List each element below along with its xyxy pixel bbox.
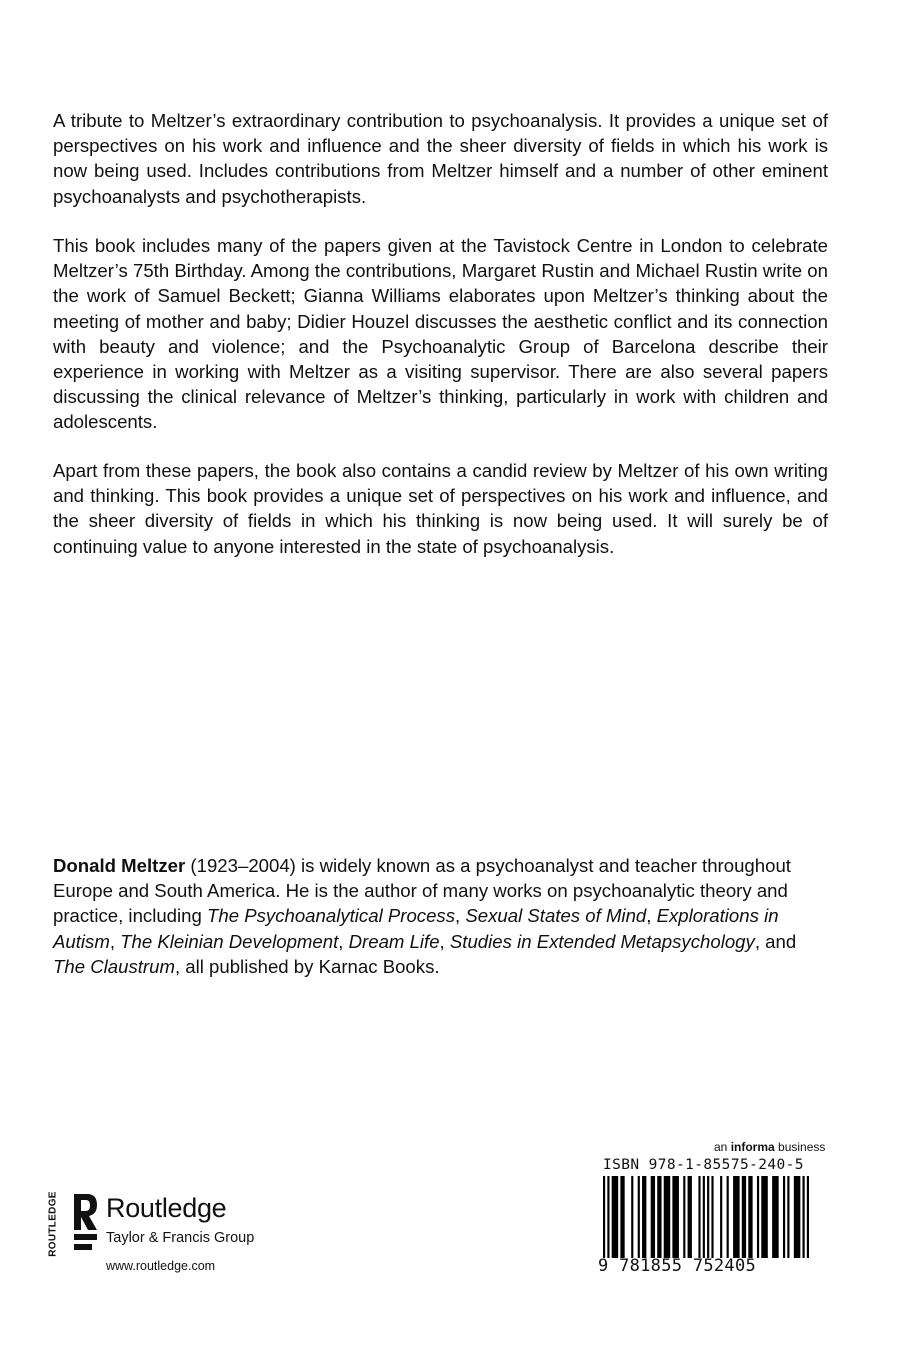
barcode-bar bbox=[802, 1176, 804, 1258]
informa-tagline: an informa business bbox=[714, 1140, 826, 1154]
barcode-bar bbox=[698, 1176, 700, 1258]
barcode-bar bbox=[772, 1176, 779, 1258]
publisher-name: Routledge bbox=[106, 1193, 227, 1223]
barcode-bar bbox=[607, 1176, 609, 1258]
barcode-bar bbox=[761, 1176, 768, 1258]
routledge-vertical-wordmark: ROUTLEDGE bbox=[47, 1191, 59, 1257]
barcode-bar bbox=[727, 1176, 729, 1258]
bio-intro: (1923–2004) is widely known as a psychoanalyst and teacher throughout Europe and South America. He is the author of many works on psychoanalytic theory and practice, including bbox=[53, 855, 791, 927]
barcode-bar bbox=[620, 1176, 624, 1258]
barcode-bar bbox=[642, 1176, 646, 1258]
author-bio: Donald Meltzer (1923–2004) is widely known as a psychoanalyst and teacher throughout Europe and South America. He is the author of many works on psychoanalytic theory and practice, including The Psychoanalytical Process, Sexual States of Mind, Explorations in Autism, The Kleinian Development, Dream Life, Studies in Extended Metapsychology, and The Claustrum, all published by Karnac Books. bbox=[53, 855, 797, 977]
barcode-bar bbox=[651, 1176, 655, 1258]
work-title: Sexual States of Mind bbox=[465, 905, 647, 927]
barcode-bar bbox=[638, 1176, 640, 1258]
barcode-bar bbox=[757, 1176, 759, 1258]
barcode-bar bbox=[711, 1176, 713, 1258]
work-title: Dream Life bbox=[348, 930, 440, 952]
barcode-bar bbox=[657, 1176, 661, 1258]
blurb-paragraph-3: Apart from these papers, the book also contains a candid review by Meltzer of his own writing and thinking. This book provides a unique set of perspectives on his work and influence, and the sheer diversity of fields in which his thinking is now being used. It will surely be of continuing value to anyone interested in the state of psychoanalysis. bbox=[53, 460, 828, 557]
barcode-bar bbox=[631, 1176, 633, 1258]
barcode-digits: 9 781855 752405 bbox=[598, 1256, 757, 1276]
work-title: Explorations in Autism bbox=[53, 905, 779, 952]
publisher-group: Taylor & Francis Group bbox=[106, 1230, 255, 1246]
blurb-paragraph-2: This book includes many of the papers given at the Tavistock Centre in London to celebrate Meltzer’s 75th Birthday. Among the contributions, Margaret Rustin and Michael Rustin write on the work of Samuel Beckett; Gianna Williams elaborates upon Meltzer’s thinking about the meeting of mother and baby; Didier Houzel discusses the aesthetic conflict and its connection with beauty and violence; and the Psychoanalytic Group of Barcelona describe their experience in working with Meltzer as a visiting supervisor. There are also several papers discussing the clinical relevance of Meltzer’s thinking, particularly in work with children and adolescents. bbox=[53, 235, 828, 433]
barcode-bar bbox=[672, 1176, 679, 1258]
work-title: The Kleinian Development bbox=[120, 930, 339, 952]
work-title: The Psychoanalytical Process bbox=[207, 905, 456, 927]
barcode-bar bbox=[807, 1176, 809, 1258]
author-name: Donald Meltzer bbox=[53, 855, 186, 876]
barcode-bar bbox=[733, 1176, 740, 1258]
barcode-bar bbox=[683, 1176, 685, 1258]
barcode-bar bbox=[664, 1176, 671, 1258]
barcode-bar bbox=[720, 1176, 722, 1258]
barcode-bar bbox=[783, 1176, 785, 1258]
barcode-bar bbox=[707, 1176, 709, 1258]
work-title: The Claustrum bbox=[53, 955, 175, 977]
barcode-bar bbox=[603, 1176, 605, 1258]
barcode-bar bbox=[794, 1176, 801, 1258]
publisher-url[interactable]: www.routledge.com bbox=[106, 1259, 216, 1273]
barcode-bar bbox=[748, 1176, 752, 1258]
barcode-bar bbox=[787, 1176, 789, 1258]
routledge-logo-icon bbox=[70, 1190, 100, 1256]
work-title: Studies in Extended Metapsychology bbox=[449, 930, 755, 952]
barcode-bar bbox=[742, 1176, 746, 1258]
blurb-paragraph-1: A tribute to Meltzer’s extraordinary contribution to psychoanalysis. It provides a unique set of perspectives on his work and influence and the sheer diversity of fields in which his work is now being used. Includes contributions from Meltzer himself and a number of other eminent psychoanalysts and psychotherapists. bbox=[53, 110, 828, 207]
barcode-bar bbox=[688, 1176, 692, 1258]
isbn-number: ISBN 978-1-85575-240-5 bbox=[603, 1157, 804, 1173]
barcode-bar bbox=[612, 1176, 619, 1258]
barcode-bar bbox=[703, 1176, 705, 1258]
barcode bbox=[603, 1176, 809, 1258]
